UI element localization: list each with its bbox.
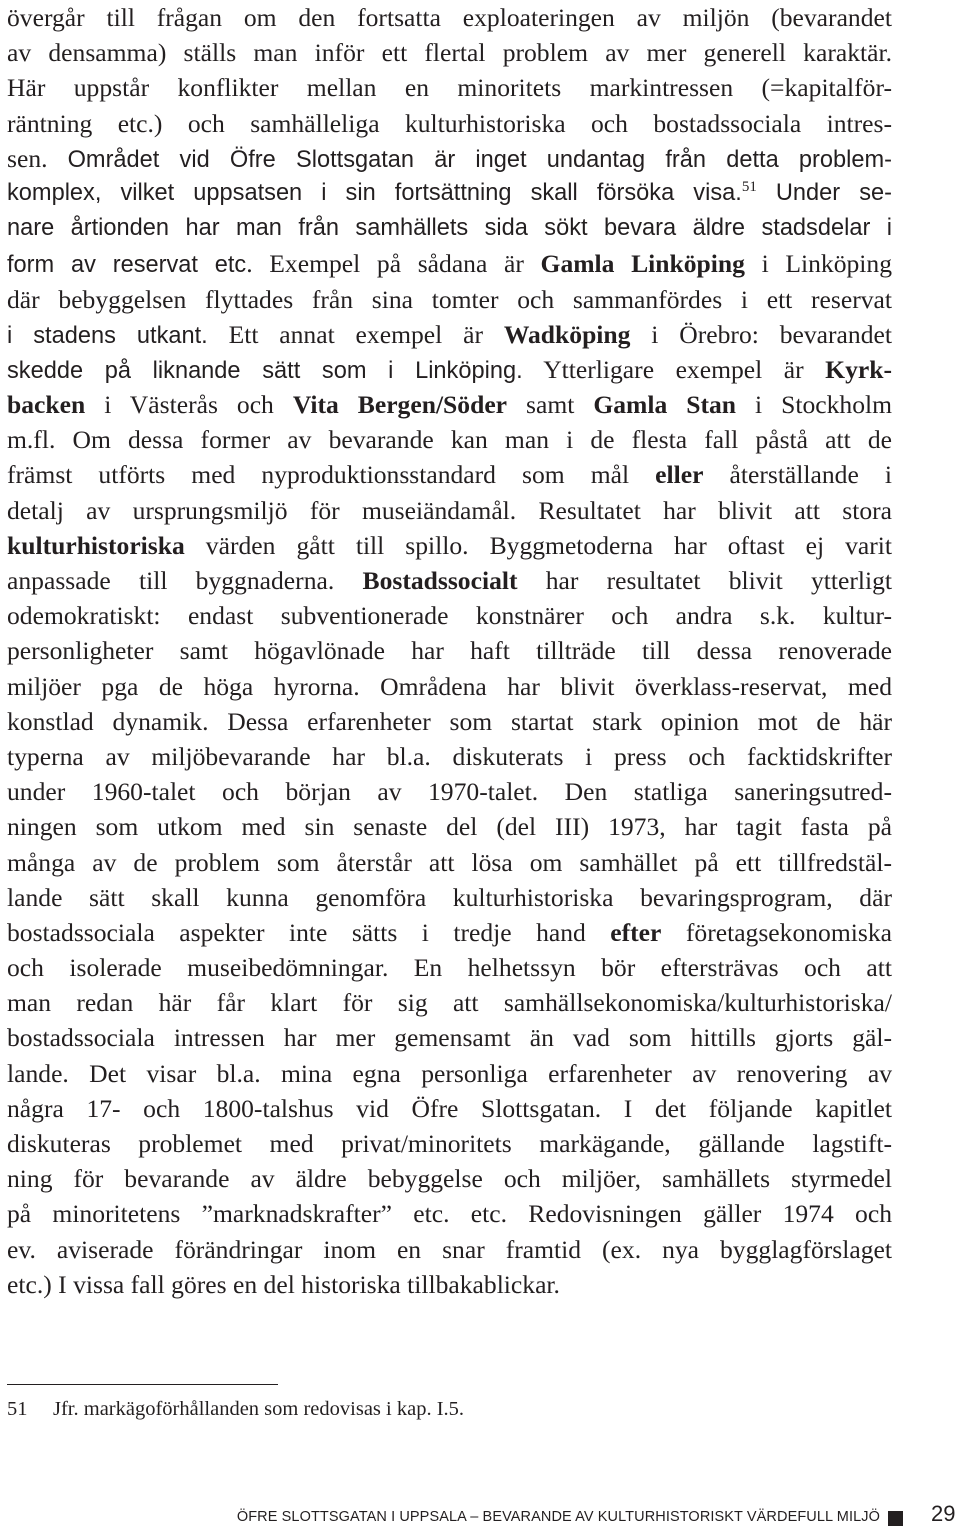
- text-segment: Gamla Linköping: [540, 249, 745, 279]
- text-segment: backen: [7, 390, 86, 420]
- text-segment: efter: [610, 917, 662, 947]
- text-segment: bostadssociala aspekter inte sätts i tredje hand: [7, 917, 611, 947]
- text-line: [7, 1091, 892, 1126]
- text-segment: . Exempel på sådana är: [246, 249, 541, 279]
- text-line: [7, 985, 892, 1020]
- footer-square-marker: [888, 1511, 903, 1526]
- text-segment: detalj av ursprungsmiljö för museiändamål. Resultatet har blivit att stora: [7, 495, 892, 525]
- text-line: [7, 669, 892, 704]
- text-line: [7, 493, 892, 528]
- text-segment: eller: [655, 460, 704, 490]
- text-segment: ningen som utkom med sin senaste del (del III) 1973, har tagit fasta på: [7, 812, 892, 842]
- text-segment: har resultatet blivit ytterligt: [517, 566, 892, 595]
- text-line: [7, 211, 892, 246]
- text-line: [7, 739, 892, 774]
- text-line: [7, 1196, 892, 1231]
- text-line: [7, 528, 892, 563]
- text-segment: i Västerås och: [85, 390, 293, 420]
- text-segment: Gamla Stan: [593, 390, 737, 420]
- text-segment: kulturhistoriska: [7, 530, 185, 560]
- text-segment: form av reservat etc: [7, 252, 247, 279]
- page-number: 29: [931, 1501, 956, 1526]
- text-segment: några 17- och 1800-talshus vid Öfre Slottsgatan. I det följande kapitlet: [7, 1093, 892, 1123]
- text-line: [7, 0, 892, 35]
- text-line: [7, 1267, 892, 1302]
- text-segment: på minoritetens ”marknadskrafter” etc. etc. Redovisningen gäller 1974 och: [7, 1199, 892, 1229]
- text-segment: i Örebro: bevarandet: [630, 319, 892, 349]
- text-segment: miljöer pga de höga hyrorna. Områdena har blivit överklass-reservat, med: [7, 671, 892, 701]
- text-segment: Vita Bergen/Söder: [292, 390, 508, 420]
- text-segment: Bostadssocialt: [362, 566, 518, 595]
- text-segment: Här uppstår konflikter mellan en minoritets markintressen (=kapitalför-: [7, 73, 892, 103]
- text-segment: främst utförts med nyproduktionsstandard som mål: [7, 460, 656, 490]
- text-segment: etc.) I vissa fall göres en del historiska tillbakablickar.: [7, 1269, 560, 1299]
- text-segment: Ett annat exempel är: [207, 319, 504, 349]
- text-line: [7, 915, 892, 950]
- text-line: [7, 141, 892, 176]
- text-line: [7, 35, 892, 70]
- text-segment: Kyrk-: [825, 354, 892, 384]
- text-line: [7, 845, 892, 880]
- text-segment: i Linköping: [744, 249, 892, 279]
- text-line: [7, 1020, 892, 1055]
- text-line: [7, 246, 892, 281]
- text-segment: nare årtionden har man från samhällets sida sökt bevara äldre stadsdelar i: [7, 215, 892, 242]
- text-line: [7, 282, 892, 317]
- text-segment: och isolerade museibedömningar. En helhetssyn bör eftersträvas och att: [7, 953, 892, 983]
- footnote-rule: [7, 1384, 278, 1385]
- text-segment: i Stockholm: [736, 390, 893, 420]
- text-segment: räntning etc.) och samhälleliga kulturhistoriska och bostadssociala intres-: [7, 108, 892, 138]
- text-line: [7, 774, 892, 809]
- text-line: [7, 1232, 892, 1267]
- text-segment: typerna av miljöbevarande har bl.a. diskuterats i press och facktidskrifter: [7, 741, 892, 771]
- text-line: [7, 704, 892, 739]
- text-segment: komplex, vilket uppsatsen i sin fortsättning skall försöka visa.: [7, 179, 742, 206]
- text-line: [7, 633, 892, 668]
- text-segment: under 1960-talet och början av 1970-talet. Den statliga saneringsutred-: [7, 777, 892, 807]
- text-segment: konstlad dynamik. Dessa erfarenheter som startat stark opinion mot de här: [7, 706, 892, 736]
- text-line: [7, 422, 892, 457]
- text-segment: där bebyggelsen flyttades från sina tomter och sammanfördes i ett reservat: [7, 284, 892, 314]
- text-segment: Ytterligare exempel är: [522, 354, 826, 384]
- text-line: [7, 880, 892, 915]
- text-segment: övergår till frågan om den fortsatta exploateringen av miljön (bevarandet: [7, 3, 892, 32]
- text-line: [7, 387, 892, 422]
- text-segment: man redan här får klart för sig att samhällsekonomiska/kulturhistoriska/: [7, 988, 892, 1018]
- body-text: [7, 0, 892, 1302]
- footnote-number: 51: [7, 1398, 28, 1420]
- text-segment: samt: [507, 390, 594, 420]
- text-segment: av densamma) ställs man inför ett flertal problem av mer generell karaktär.: [7, 38, 892, 68]
- text-segment: Wadköping: [503, 319, 631, 349]
- running-footer-title: ÖFRE SLOTTSGATAN I UPPSALA – BEVARANDE AV KULTURHISTORISKT VÄRDEFULL MILJÖ: [236, 1509, 880, 1525]
- text-line: [7, 70, 892, 105]
- text-segment: Under se-: [756, 179, 892, 206]
- text-segment: personligheter samt högavlönade har haft tillträde till dessa renoverade: [7, 636, 892, 666]
- text-segment: sen.: [7, 143, 68, 173]
- text-line: [7, 317, 892, 352]
- text-segment: Området vid Öfre Slottsgatan är inget undantag från detta problem-: [67, 146, 892, 173]
- text-segment: värden gått till spillo. Byggmetoderna har oftast ej varit: [184, 530, 892, 560]
- text-line: [7, 176, 892, 211]
- text-segment: många av de problem som återstår att lösa om samhället på ett tillfredstäl-: [7, 847, 892, 877]
- text-segment: lande sätt skall kunna genomföra kulturhistoriska bevaringsprogram, där: [7, 882, 892, 912]
- text-segment: ning för bevarande av äldre bebyggelse och miljöer, samhällets styrmedel: [7, 1164, 892, 1194]
- text-segment: m.fl. Om dessa former av bevarande kan man i de flesta fall påstå att de: [7, 425, 892, 455]
- text-segment: i stadens utkant.: [7, 322, 208, 349]
- text-line: [7, 950, 892, 985]
- text-segment: skedde på liknande sätt som i Linköping.: [7, 357, 523, 384]
- text-segment: anpassade till byggnaderna.: [7, 566, 363, 595]
- text-line: [7, 1056, 892, 1091]
- text-line: [7, 352, 892, 387]
- text-line: [7, 1161, 892, 1196]
- text-line: [7, 457, 892, 492]
- text-line: [7, 809, 892, 844]
- footnote: [7, 1396, 464, 1422]
- text-segment: diskuteras problemet med privat/minoritets markägande, gällande lagstift-: [7, 1129, 892, 1158]
- text-line: [7, 563, 892, 598]
- text-line: [7, 106, 892, 141]
- text-segment: återställande i: [703, 460, 892, 490]
- footnote-text: Jfr. markägoförhållanden som redovisas i kap. I.5.: [53, 1398, 465, 1420]
- text-line: [7, 598, 892, 633]
- text-segment: bostadssociala intressen har mer gemensamt än vad som hittills gjorts gäl-: [7, 1023, 892, 1053]
- text-segment: lande. Det visar bl.a. mina egna personliga erfarenheter av renovering av: [7, 1058, 892, 1088]
- text-segment: ev. aviserade förändringar inom en snar framtid (ex. nya bygglagförslaget: [7, 1234, 892, 1264]
- text-line: [7, 1126, 892, 1161]
- text-segment: företagsekonomiska: [661, 917, 892, 947]
- footnote-reference: 51: [741, 178, 757, 195]
- text-segment: odemokratiskt: endast subventionerade konstnärer och andra s.k. kultur-: [7, 601, 892, 631]
